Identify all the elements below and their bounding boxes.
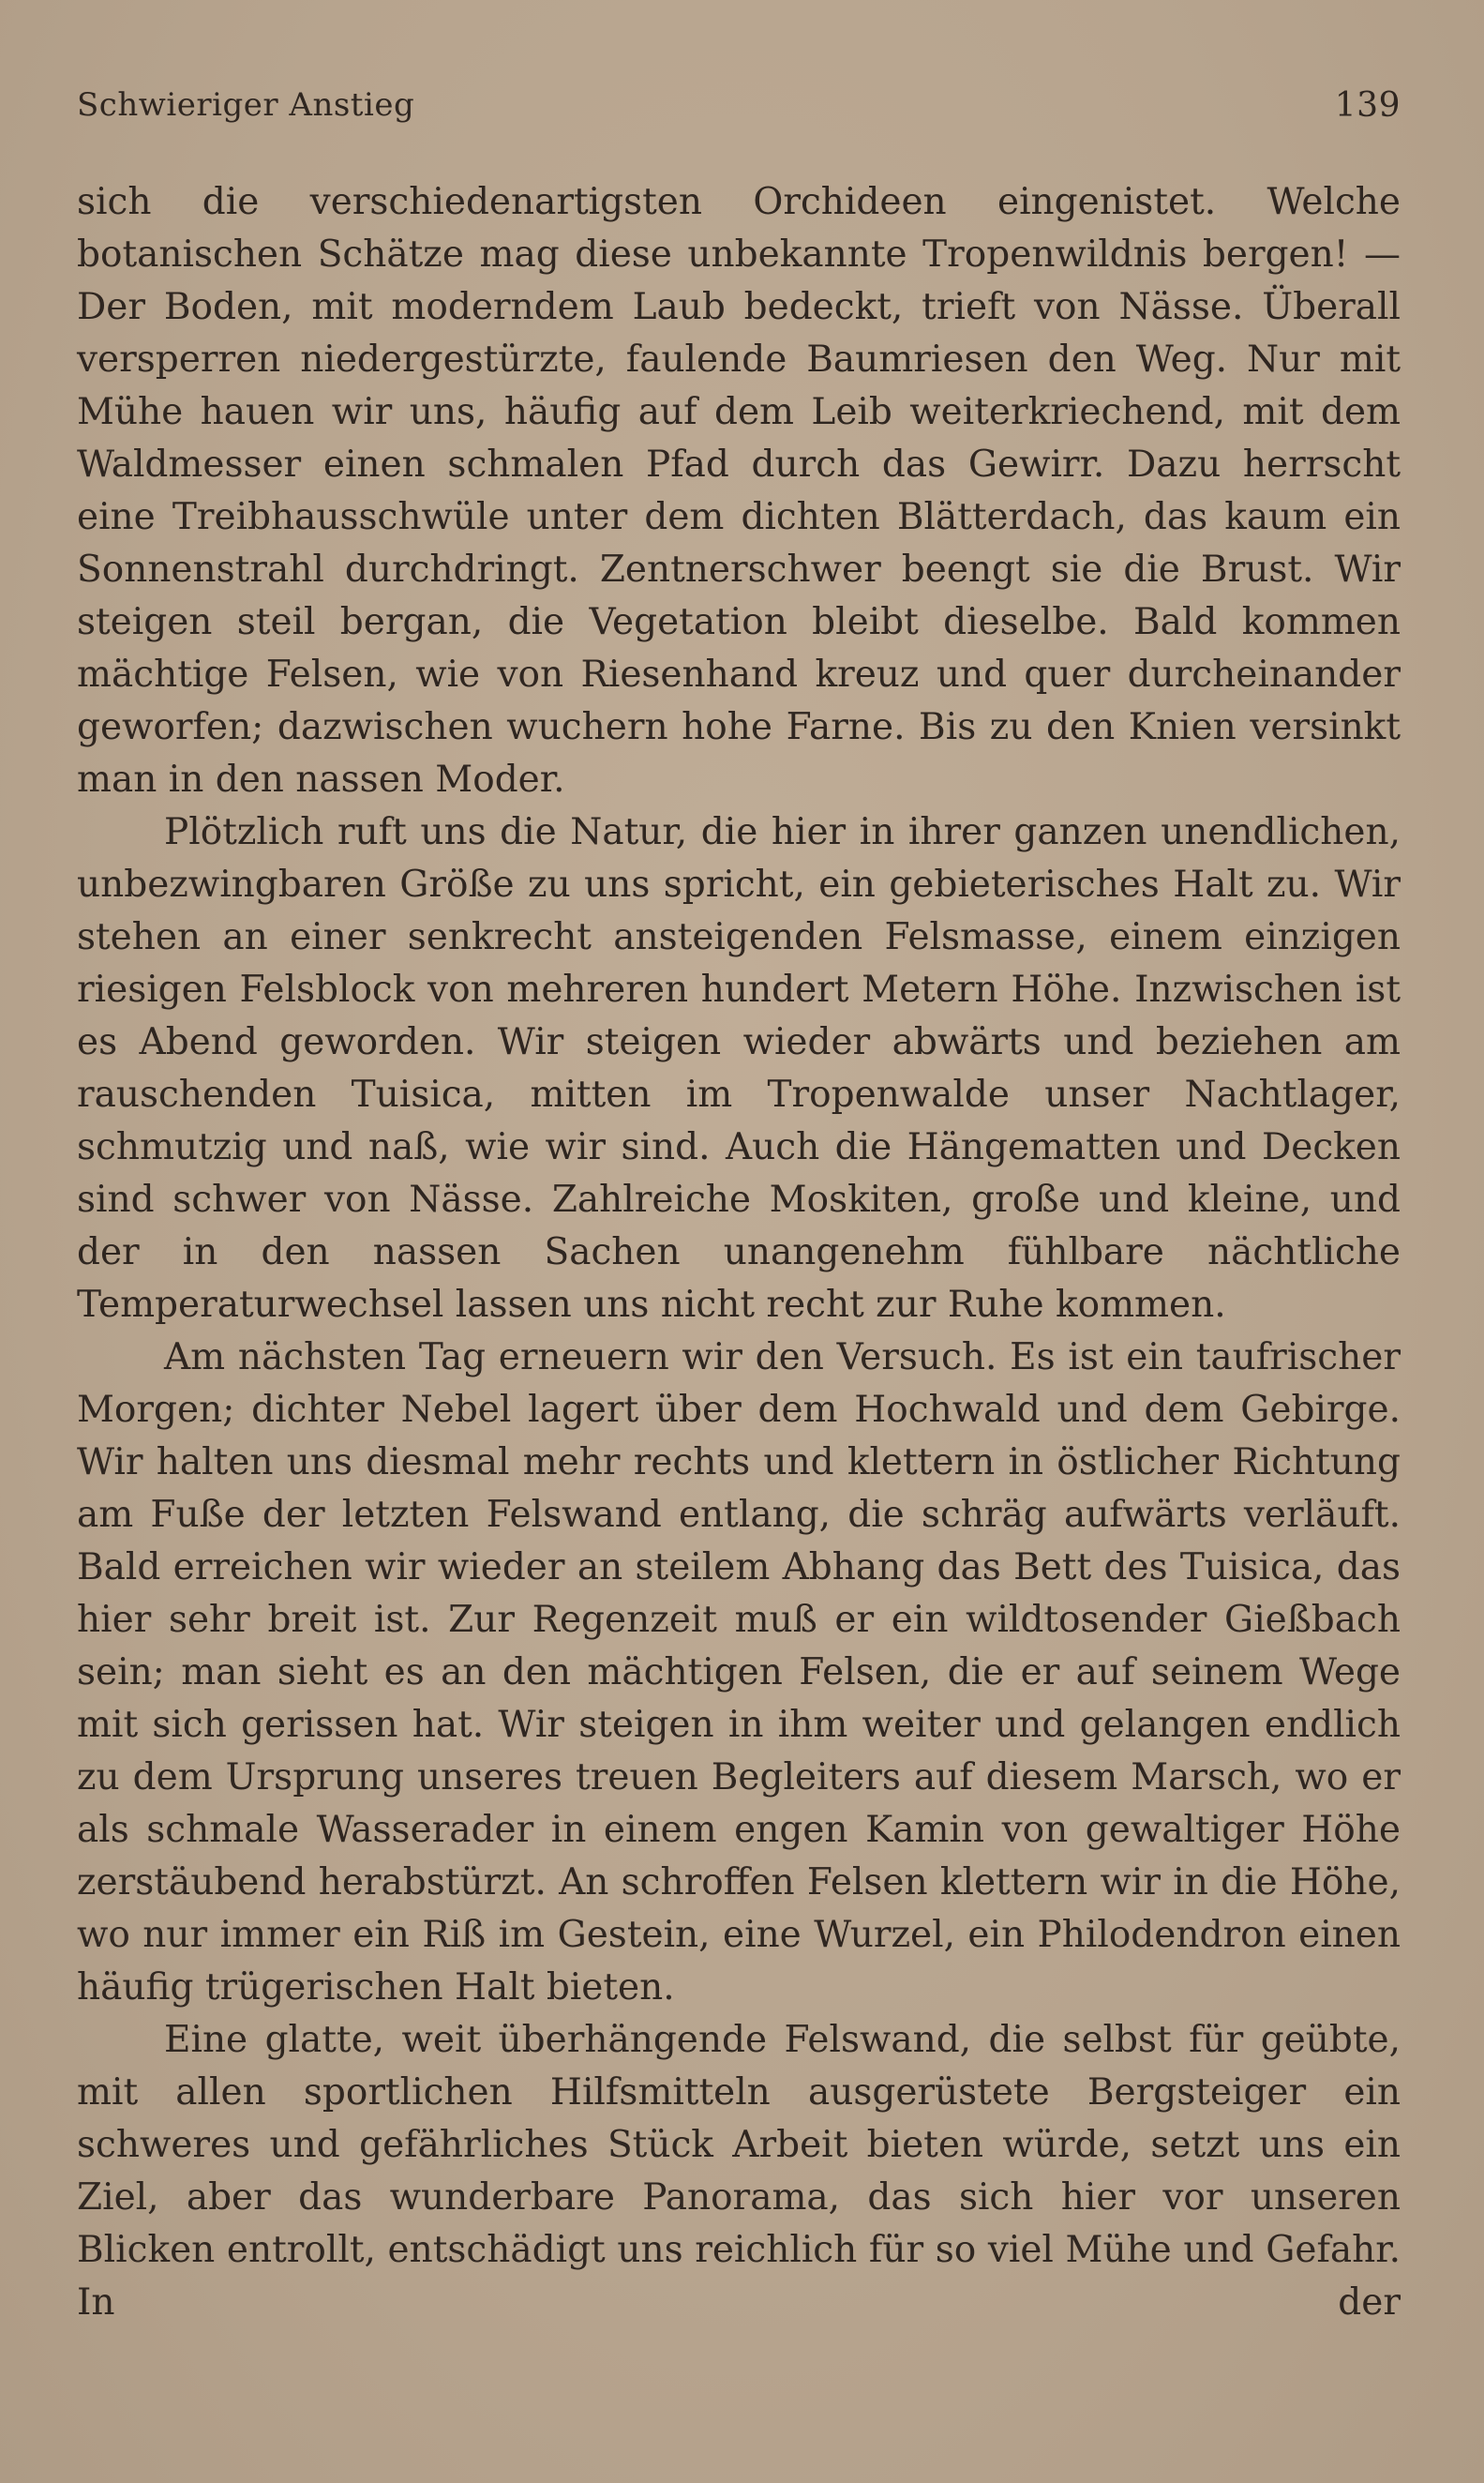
paragraph-1: sich die verschiedenartigsten Orchideen eingenistet. Welche botanischen Schätze mag diese unbekannte Tropenwildnis bergen! — Der Boden, mit moderndem Laub bedeckt, trieft von Nässe. Überall versperren niedergestürzte, faulende Baumriesen den Weg. Nur mit Mühe hauen wir uns, häufig auf dem Leib weiterkriechend, mit dem Waldmesser einen schmalen Pfad durch das Gewirr. Dazu herrscht eine Treibhausschwüle unter dem dichten Blätterdach, das kaum ein Sonnenstrahl durchdringt. Zentnerschwer beengt sie die Brust. Wir steigen steil bergan, die Vegetation bleibt dieselbe. Bald kommen mächtige Felsen, wie von Riesenhand kreuz und quer durcheinander geworfen; dazwischen wuchern hohe Farne. Bis zu den Knien versinkt man in den nassen Moder. xyxy=(77,181,1401,801)
paragraph-3: Am nächsten Tag erneuern wir den Versuch. Es ist ein taufrischer Morgen; dichter Nebel lagert über dem Hochwald und dem Gebirge. Wir halten uns diesmal mehr rechts und klettern in östlicher Richtung am Fuße der letzten Felswand entlang, die schräg aufwärts verläuft. Bald erreichen wir wieder an steilem Abhang das Bett des Tuisica, das hier sehr breit ist. Zur Regenzeit muß er ein wildtosender Gießbach sein; man sieht es an den mächtigen Felsen, die er auf seinem Wege mit sich gerissen hat. Wir steigen in ihm weiter und gelangen endlich zu dem Ursprung unseres treuen Begleiters auf diesem Marsch, wo er als schmale Wasserader in einem engen Kamin von gewaltiger Höhe zerstäubend herabstürzt. An schroffen Felsen klettern wir in die Höhe, wo nur immer ein Riß im Gestein, eine Wurzel, ein Philodendron einen häufig trügerischen Halt bieten. xyxy=(77,1336,1401,2009)
paragraph-2: Plötzlich ruft uns die Natur, die hier in ihrer ganzen unendlichen, unbezwingbaren Größe zu uns spricht, ein gebieterisches Halt zu. Wir stehen an einer senkrecht ansteigenden Felsmasse, einem einzigen riesigen Felsblock von mehreren hundert Metern Höhe. Inzwischen ist es Abend geworden. Wir steigen wieder abwärts und beziehen am rauschenden Tuisica, mitten im Tropenwalde unser Nachtlager, schmutzig und naß, wie wir sind. Auch die Hängematten und Decken sind schwer von Nässe. Zahlreiche Moskiten, große und kleine, und der in den nassen Sachen unangenehm fühlbare nächtliche Temperaturwechsel lassen uns nicht recht zur Ruhe kommen. xyxy=(77,811,1401,1326)
paragraph-4: Eine glatte, weit überhängende Felswand, die selbst für geübte, mit allen sportlichen Hilfsmitteln ausgerüstete Bergsteiger ein schweres und gefährliches Stück Arbeit bieten würde, setzt uns ein Ziel, aber das wunderbare Panorama, das sich hier vor unseren Blicken entrollt, entschädigt uns reichlich für so viel Mühe und Gefahr. In der xyxy=(77,2019,1401,2324)
body-text xyxy=(77,176,1401,2329)
running-title: Schwieriger Anstieg xyxy=(77,86,415,124)
page-number: 139 xyxy=(1334,86,1401,125)
running-head xyxy=(77,86,1401,133)
